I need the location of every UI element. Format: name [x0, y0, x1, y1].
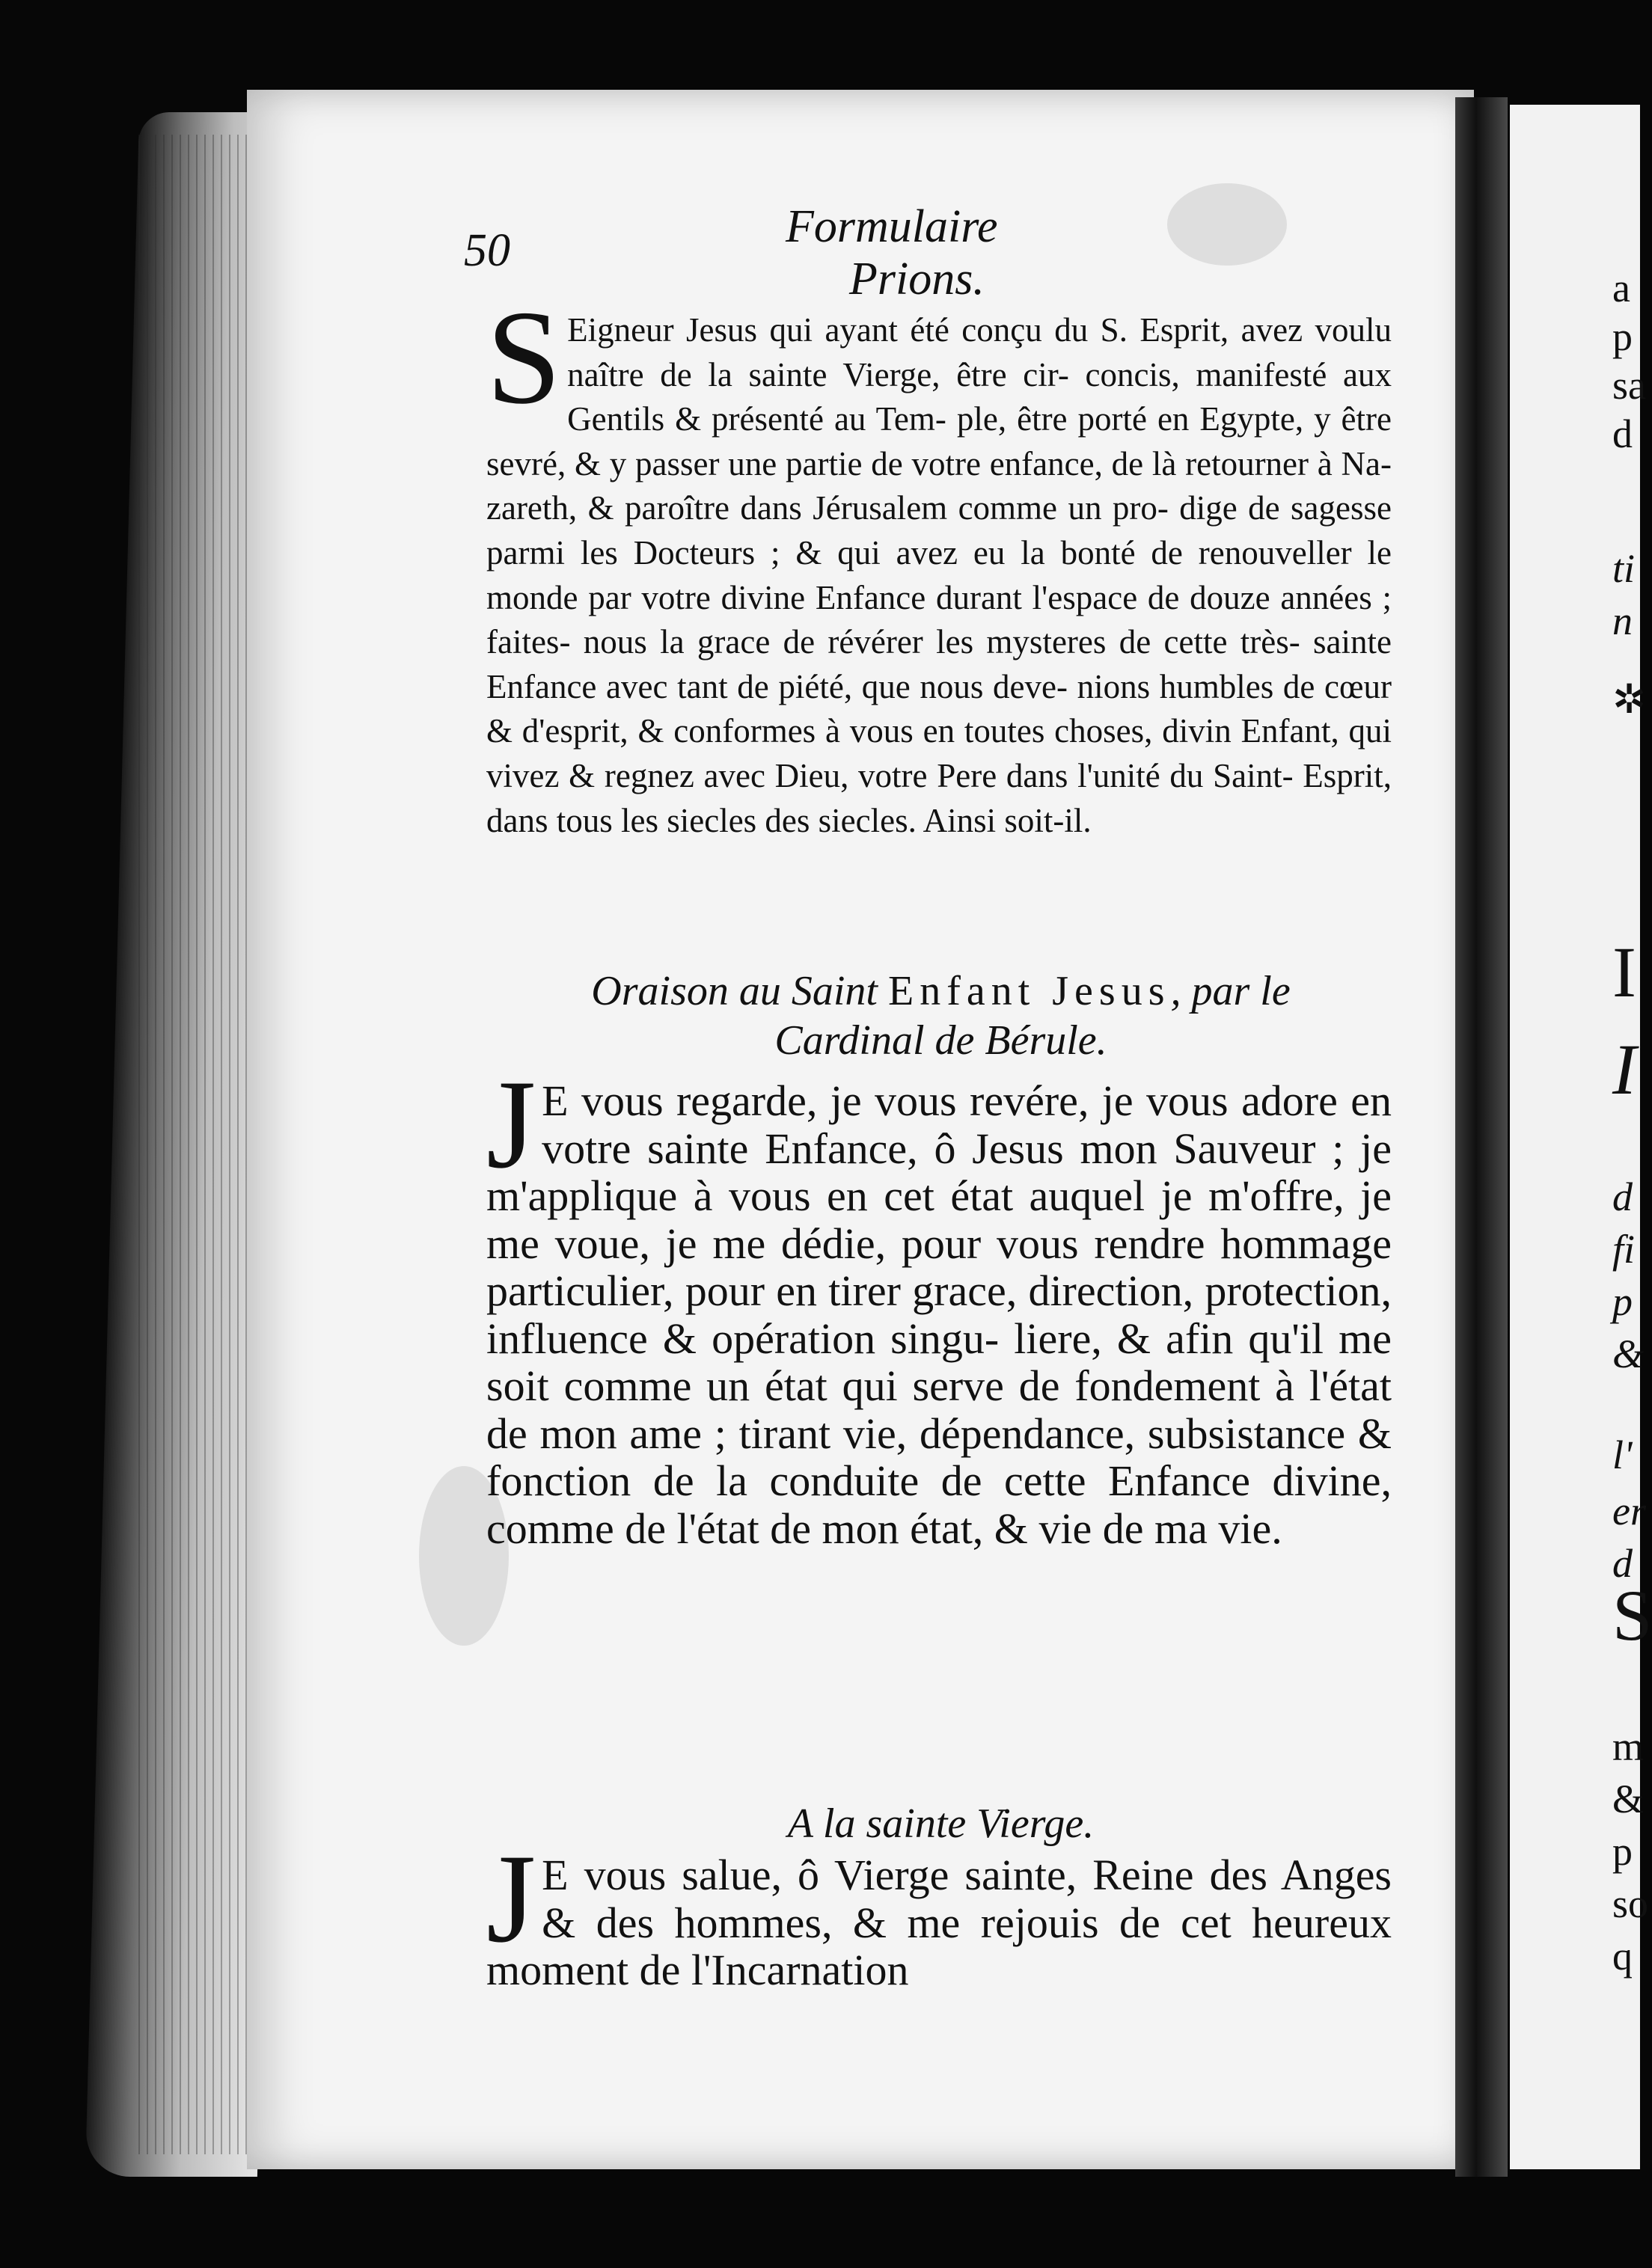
oraison-title: [486, 966, 1395, 1065]
book-gutter: [1455, 97, 1508, 2177]
paper-stain: [1167, 183, 1287, 266]
text-line: Esprit, dans tous les siecles des siecles. Ainsi soit-il.: [486, 756, 1392, 839]
drop-cap: S: [486, 283, 562, 432]
oraison-title-part: Oraison au Saint: [591, 968, 878, 1014]
right-page-fragment: S: [1612, 1575, 1652, 1655]
text-line: vie de ma vie.: [1038, 1504, 1282, 1553]
text-line: vous en toutes choses, divin Enfant, qui vivez &: [486, 712, 1392, 794]
right-page-fragment: sa: [1612, 363, 1646, 408]
text-line: de cet heureux moment de l'Incarnation: [486, 1898, 1392, 1994]
right-page-fragment: m: [1612, 1724, 1645, 1769]
right-page-fragment: d: [1612, 1541, 1633, 1586]
text-line: nions humbles de cœur & d'esprit, & conformes à: [486, 667, 1392, 750]
text-line: adore en votre sainte Enfance, ô Jesus: [542, 1076, 1392, 1173]
right-page-fragment: fi: [1612, 1227, 1636, 1272]
right-page-fragment: d: [1612, 411, 1633, 456]
text-line: dige de sagesse parmi les Docteurs ; & qui avez eu: [486, 489, 1392, 571]
oraison-paragraph: [486, 1054, 1392, 1553]
text-line: sainte Enfance avec tant de piété, que nous deve-: [486, 623, 1392, 705]
right-page-fragment: ti: [1612, 546, 1636, 591]
right-page-fragment: er: [1612, 1489, 1646, 1533]
vierge-title: A la sainte Vierge.: [787, 1800, 1095, 1847]
text-line: me dédie, pour vous rendre hommage: [712, 1219, 1392, 1268]
right-page-fragment: d: [1612, 1174, 1633, 1219]
oraison-title-line2: Cardinal de Bérule.: [774, 1017, 1107, 1064]
oraison-title-smallcaps: Enfant Jesus: [887, 968, 1171, 1014]
drop-cap: J: [486, 1054, 536, 1195]
text-line: E vous regarde, je vous revére, je vous: [542, 1076, 1229, 1125]
running-head: Formulaire: [786, 201, 998, 252]
right-page-fragment: l': [1612, 1432, 1633, 1477]
prayer-paragraph: [486, 283, 1392, 843]
text-line: regnez avec Dieu, votre Pere dans l'unité du Saint-: [604, 756, 1294, 794]
text-line: cet état auquel je m'offre, je me voue, je: [486, 1171, 1392, 1268]
right-page-fragment: a: [1612, 266, 1630, 310]
text-line: ple, être porté en Egypte, y être sevré, & y passer: [486, 400, 1392, 482]
right-page-fragment: I: [1612, 1029, 1636, 1109]
text-line: Enfance durant l'espace de douze années ; faites-: [486, 578, 1392, 661]
text-line: protection, influence & opération singu-: [486, 1266, 1392, 1363]
text-line: Eigneur Jesus qui ayant été conçu du S. Esprit,: [567, 311, 1229, 349]
right-page-fragment: p: [1612, 314, 1633, 359]
text-line: une partie de votre enfance, de là retourner à Na-: [728, 444, 1392, 482]
right-page-fragment: &: [1612, 1777, 1645, 1821]
text-line: liere, & afin qu'il me soit comme un état: [486, 1314, 1392, 1410]
right-page-fragment: I: [1612, 932, 1636, 1012]
right-page-fragment: &: [1612, 1331, 1645, 1376]
text-line: avez voulu naître de la sainte Vierge, être cir-: [567, 311, 1392, 393]
vierge-paragraph: [486, 1828, 1392, 1994]
text-line: des Anges & des hommes, & me rejouis: [542, 1851, 1392, 1947]
right-page-fragment: p: [1612, 1829, 1633, 1874]
text-line: nous la grace de révérer les mysteres de cette très-: [583, 623, 1300, 661]
text-line: concis, manifesté aux Gentils & présenté au Tem-: [567, 355, 1392, 438]
prayer-heading: Prions.: [849, 254, 985, 304]
text-line: E vous salue, ô Vierge sainte, Reine: [542, 1851, 1194, 1899]
right-page-fragment: q: [1612, 1934, 1633, 1979]
text-line: ame ; tirant vie, dépendance, subsistance: [629, 1409, 1346, 1458]
drop-cap: J: [486, 1828, 536, 1969]
text-line: & fonction de la conduite de cette Enfance: [486, 1409, 1392, 1505]
text-line: qui serve de fondement à l'état de mon: [486, 1361, 1392, 1458]
text-line: zareth, & paroître dans Jérusalem comme un pro-: [486, 489, 1169, 527]
right-page-fragment: n: [1612, 598, 1633, 643]
text-line: particulier, pour en tirer grace, direction,: [486, 1266, 1194, 1315]
right-page-fragment: so: [1612, 1881, 1649, 1926]
oraison-title-part: , par le: [1170, 968, 1291, 1014]
text-line: divine, comme de l'état de mon état, &: [486, 1456, 1392, 1553]
right-page-fragment: ✲: [1612, 677, 1647, 722]
text-line: mon Sauveur ; je m'applique à vous en: [486, 1124, 1392, 1220]
right-page-fragment: p: [1612, 1279, 1633, 1324]
text-line: la bonté de renouveller le monde par votre divine: [486, 533, 1392, 616]
page-number: 50: [464, 225, 510, 276]
